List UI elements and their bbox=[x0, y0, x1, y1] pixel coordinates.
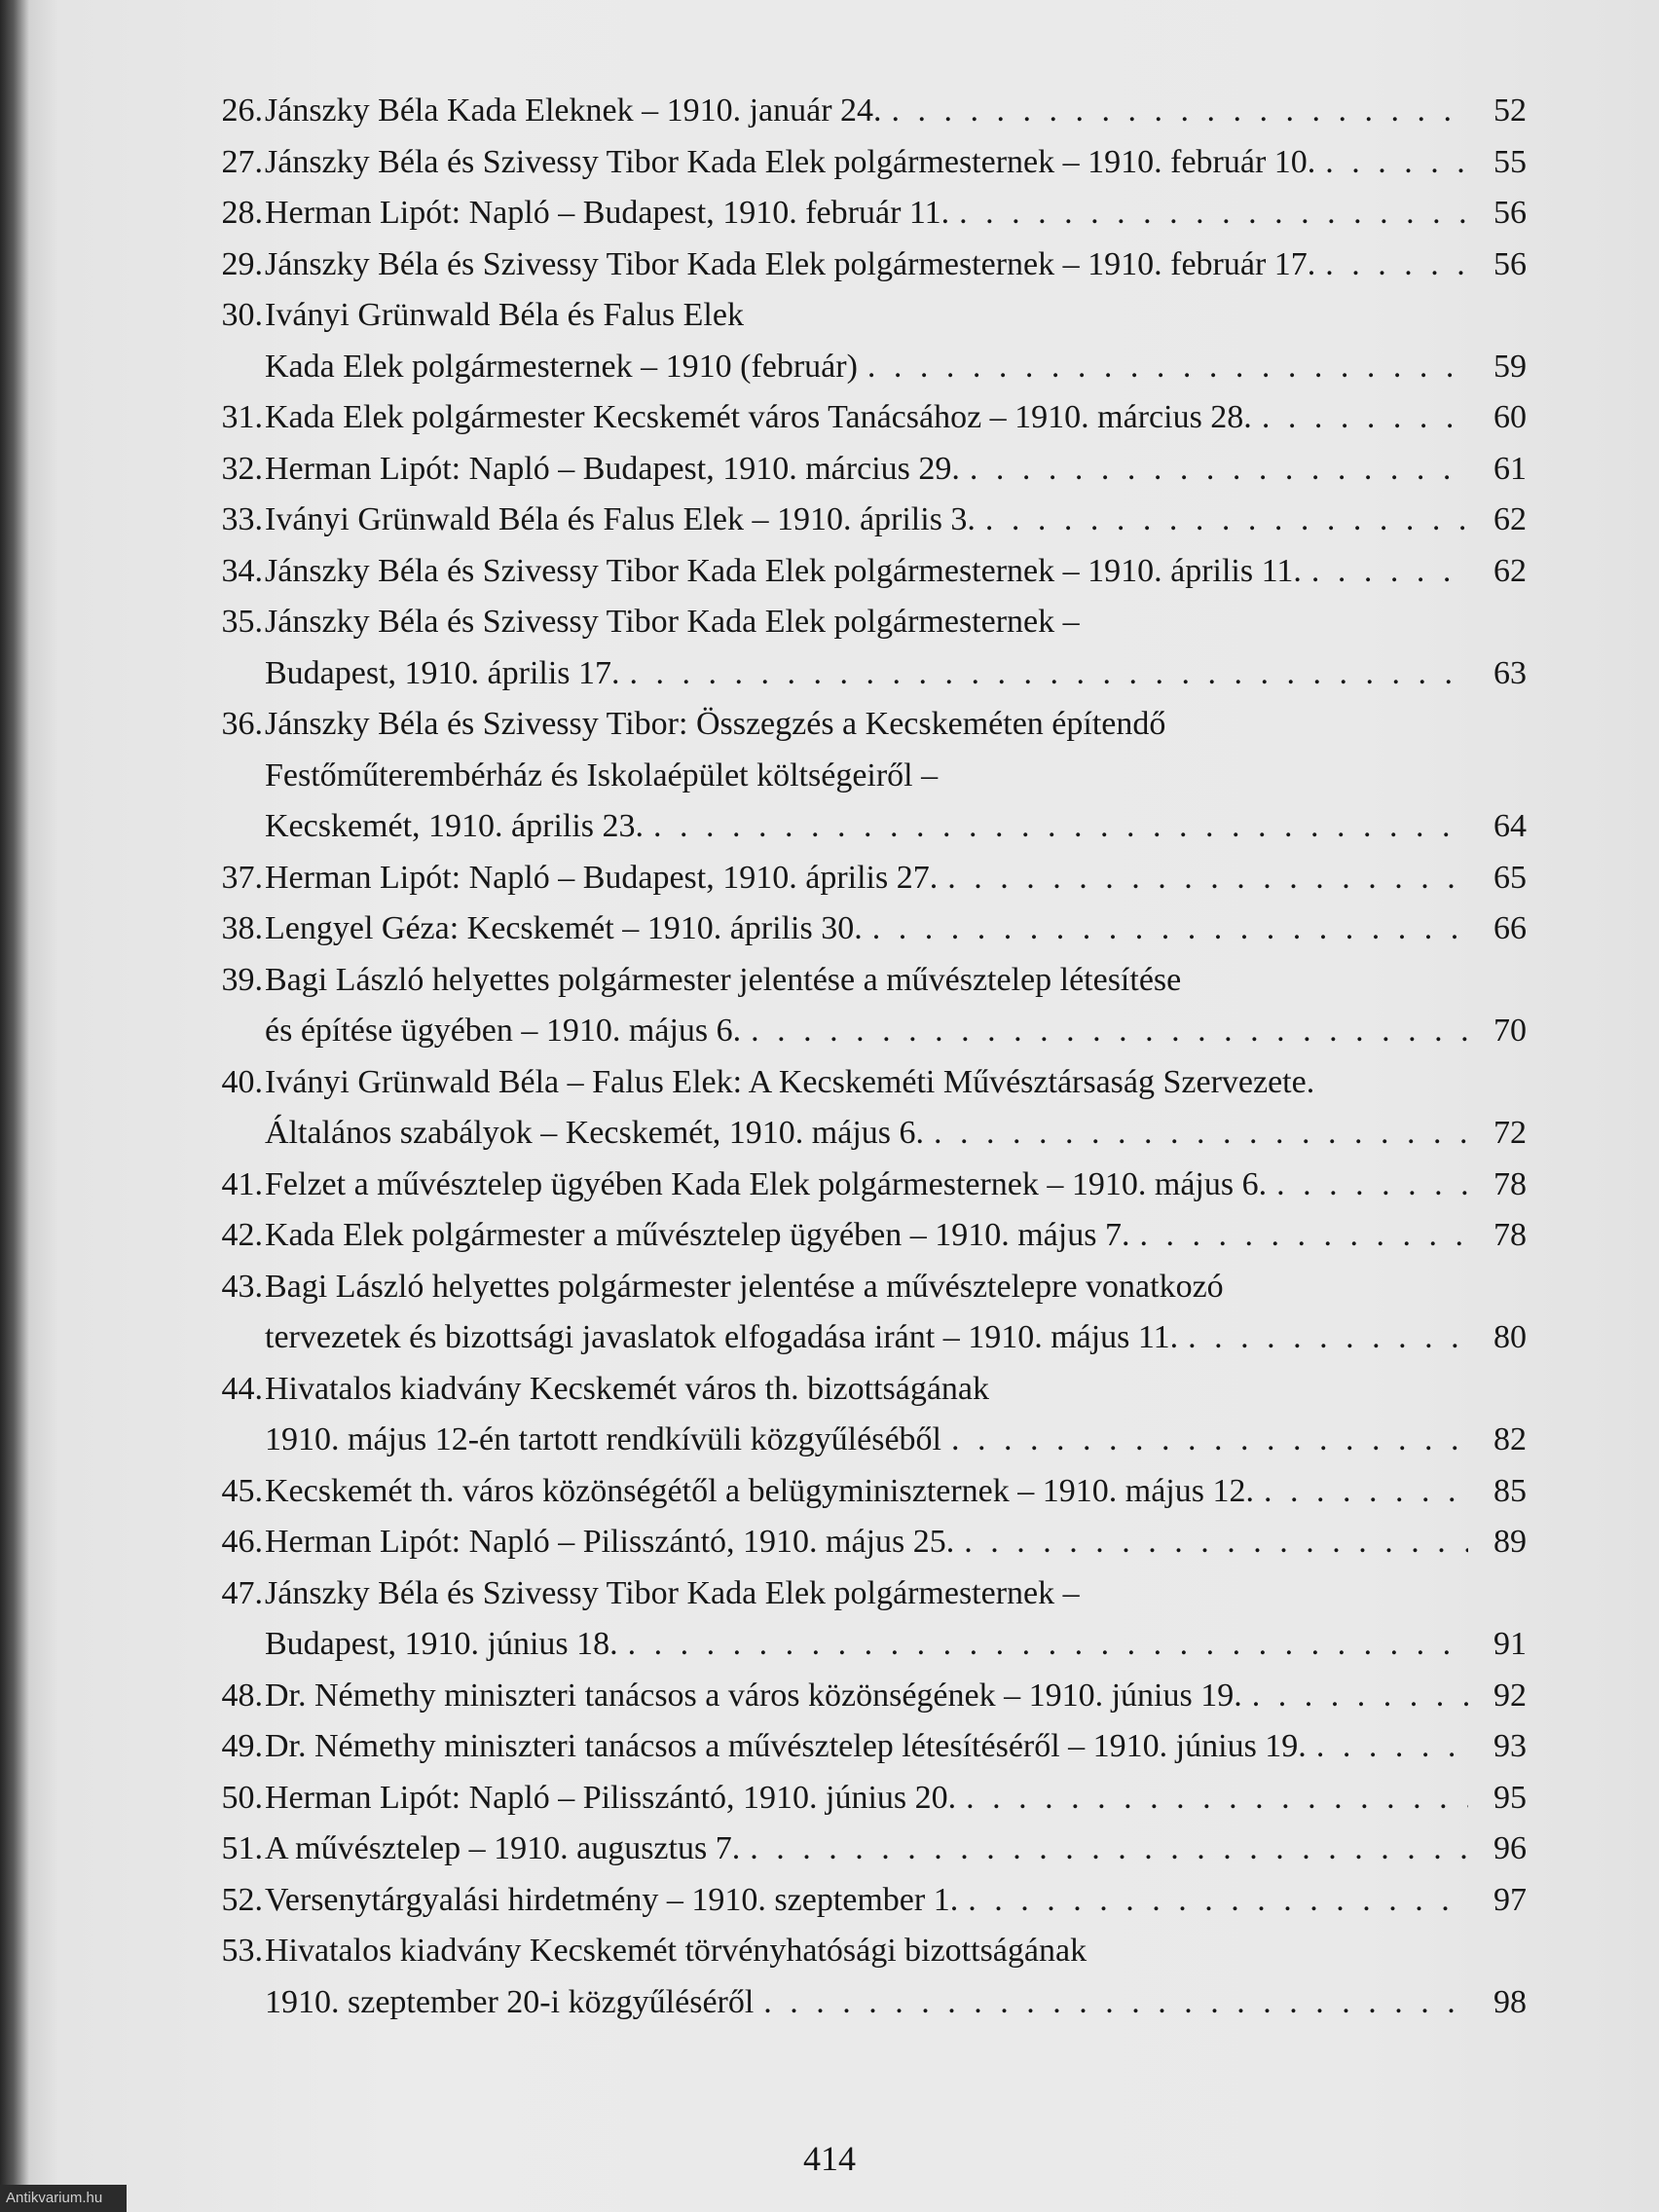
table-of-contents bbox=[206, 86, 1527, 2028]
entry-title: Lengyel Géza: Kecskemét – 1910. április 30. bbox=[265, 910, 863, 946]
entry-title: Jánszky Béla és Szivessy Tibor Kada Elek polgármesternek – bbox=[265, 604, 1080, 640]
entry-title: Jánszky Béla és Szivessy Tibor Kada Elek polgármesternek – bbox=[265, 1574, 1080, 1611]
entry-title: Herman Lipót: Napló – Budapest, 1910. február 11. bbox=[265, 195, 950, 231]
entry-title: Dr. Némethy miniszteri tanácsos a művésztelep létesítéséről – 1910. június 19. bbox=[265, 1728, 1307, 1764]
entry-line bbox=[265, 801, 1527, 853]
toc-entry bbox=[206, 444, 1527, 496]
watermark: Antikvarium.hu bbox=[0, 2185, 127, 2212]
entry-title: Dr. Némethy miniszteri tanácsos a város közönségének – 1910. június 19. bbox=[265, 1677, 1242, 1714]
entry-title: Budapest, 1910. június 18. bbox=[265, 1626, 618, 1662]
entry-title: Jánszky Béla Kada Eleknek – 1910. január 24. bbox=[265, 92, 882, 129]
entry-page-number: 62 bbox=[1493, 552, 1527, 589]
dot-leader bbox=[1252, 1671, 1468, 1722]
entry-page-number: 96 bbox=[1493, 1830, 1527, 1866]
entry-number: 43. bbox=[221, 1268, 263, 1305]
dot-leader bbox=[985, 495, 1468, 546]
toc-entry bbox=[206, 699, 1527, 853]
entry-line bbox=[265, 648, 1527, 700]
toc-entry bbox=[206, 1262, 1527, 1364]
toc-entry bbox=[206, 903, 1527, 955]
entry-page-number: 97 bbox=[1493, 1881, 1527, 1918]
entry-line bbox=[265, 751, 1527, 802]
entry-page-number: 98 bbox=[1493, 1983, 1527, 2020]
entry-number: 33. bbox=[221, 501, 263, 537]
dot-leader bbox=[751, 1006, 1468, 1057]
entry-line bbox=[265, 1568, 1527, 1620]
entry-page-number: 60 bbox=[1493, 399, 1527, 435]
entry-line bbox=[265, 1875, 1527, 1927]
entry-line bbox=[265, 342, 1527, 393]
entry-number: 32. bbox=[221, 450, 263, 487]
entry-title: Versenytárgyalási hirdetmény – 1910. szeptember 1. bbox=[265, 1881, 959, 1918]
dot-leader bbox=[750, 1824, 1468, 1875]
dot-leader bbox=[934, 1108, 1468, 1160]
entry-title: Jánszky Béla és Szivessy Tibor Kada Elek polgármesternek – 1910. április 11. bbox=[265, 552, 1302, 589]
dot-leader bbox=[892, 86, 1468, 137]
entry-title: és építése ügyében – 1910. május 6. bbox=[265, 1013, 742, 1049]
entry-number: 45. bbox=[221, 1472, 263, 1509]
dot-leader bbox=[867, 342, 1468, 393]
entry-number: 48. bbox=[221, 1677, 263, 1714]
entry-line bbox=[265, 137, 1527, 189]
entry-number: 27. bbox=[221, 143, 263, 180]
entry-line bbox=[265, 444, 1527, 496]
toc-entry bbox=[206, 1210, 1527, 1262]
entry-number: 51. bbox=[221, 1830, 263, 1866]
entry-number: 37. bbox=[221, 859, 263, 896]
entry-page-number: 59 bbox=[1493, 348, 1527, 385]
toc-entry bbox=[206, 853, 1527, 904]
toc-entry bbox=[206, 495, 1527, 546]
entry-page-number: 52 bbox=[1493, 92, 1527, 129]
page-number: 414 bbox=[803, 2139, 856, 2178]
entry-line bbox=[265, 290, 1527, 342]
entry-title: Hivatalos kiadvány Kecskemét város th. bizottságának bbox=[265, 1370, 989, 1407]
entry-line bbox=[265, 1108, 1527, 1160]
entry-page-number: 82 bbox=[1493, 1421, 1527, 1457]
entry-title: Jánszky Béla és Szivessy Tibor Kada Elek polgármesternek – 1910. február 17. bbox=[265, 245, 1316, 282]
entry-page-number: 85 bbox=[1493, 1472, 1527, 1509]
entry-number: 52. bbox=[221, 1881, 263, 1918]
dot-leader bbox=[947, 853, 1468, 904]
toc-entry bbox=[206, 1568, 1527, 1671]
entry-title: tervezetek és bizottsági javaslatok elfogadása iránt – 1910. május 11. bbox=[265, 1319, 1179, 1355]
entry-page-number: 91 bbox=[1493, 1626, 1527, 1662]
entry-page-number: 64 bbox=[1493, 808, 1527, 844]
toc-entry bbox=[206, 1466, 1527, 1518]
entry-line bbox=[265, 1773, 1527, 1825]
toc-entry bbox=[206, 1057, 1527, 1160]
dot-leader bbox=[1264, 1466, 1468, 1518]
dot-leader bbox=[1188, 1312, 1468, 1364]
entry-title: Kada Elek polgármester a művésztelep ügyében – 1910. május 7. bbox=[265, 1217, 1130, 1253]
entry-title: Kecskemét, 1910. április 23. bbox=[265, 808, 645, 844]
entry-number: 40. bbox=[221, 1063, 263, 1100]
toc-entry bbox=[206, 137, 1527, 189]
toc-entry bbox=[206, 240, 1527, 291]
entry-page-number: 80 bbox=[1493, 1319, 1527, 1355]
toc-entry bbox=[206, 546, 1527, 598]
entry-page-number: 92 bbox=[1493, 1677, 1527, 1714]
dot-leader bbox=[1325, 240, 1468, 291]
entry-title: 1910. szeptember 20-i közgyűléséről bbox=[265, 1983, 755, 2020]
entry-line bbox=[265, 1210, 1527, 1262]
entry-title: Herman Lipót: Napló – Pilisszántó, 1910. május 25. bbox=[265, 1524, 955, 1560]
entry-line bbox=[265, 1057, 1527, 1109]
entry-number: 28. bbox=[221, 195, 263, 231]
entry-number: 46. bbox=[221, 1524, 263, 1560]
entry-number: 41. bbox=[221, 1165, 263, 1202]
toc-entry bbox=[206, 290, 1527, 392]
entry-number: 34. bbox=[221, 552, 263, 589]
entry-page-number: 63 bbox=[1493, 654, 1527, 691]
entry-line bbox=[265, 1619, 1527, 1671]
dot-leader bbox=[970, 444, 1468, 496]
entry-title: Kecskemét th. város közönségétől a belügyminiszternek – 1910. május 12. bbox=[265, 1472, 1254, 1509]
entry-line bbox=[265, 1721, 1527, 1773]
entry-title: Iványi Grünwald Béla és Falus Elek – 1910. április 3. bbox=[265, 501, 976, 537]
entry-number: 47. bbox=[221, 1574, 263, 1611]
entry-title: Általános szabályok – Kecskemét, 1910. május 6. bbox=[265, 1115, 925, 1151]
entry-page-number: 56 bbox=[1493, 195, 1527, 231]
entry-line bbox=[265, 1160, 1527, 1211]
entry-title: Jánszky Béla és Szivessy Tibor: Összegzés a Kecskeméten építendő bbox=[265, 706, 1166, 742]
toc-entry bbox=[206, 392, 1527, 444]
dot-leader bbox=[872, 903, 1468, 955]
entry-number: 39. bbox=[221, 961, 263, 998]
entry-number: 29. bbox=[221, 245, 263, 282]
dot-leader bbox=[964, 1517, 1468, 1568]
entry-title: Hivatalos kiadvány Kecskemét törvényhatósági bizottságának bbox=[265, 1933, 1088, 1969]
entry-title: Iványi Grünwald Béla és Falus Elek bbox=[265, 297, 744, 333]
entry-line bbox=[265, 1824, 1527, 1875]
entry-line bbox=[265, 1364, 1527, 1416]
entry-line bbox=[265, 1671, 1527, 1722]
entry-line bbox=[265, 495, 1527, 546]
dot-leader bbox=[1262, 392, 1468, 444]
entry-number: 35. bbox=[221, 604, 263, 640]
toc-entry bbox=[206, 955, 1527, 1057]
dot-leader bbox=[1325, 137, 1468, 189]
entry-title: Bagi László helyettes polgármester jelentése a művésztelepre vonatkozó bbox=[265, 1268, 1224, 1305]
dot-leader bbox=[966, 1773, 1468, 1825]
entry-line bbox=[265, 597, 1527, 648]
entry-line bbox=[265, 903, 1527, 955]
entry-page-number: 70 bbox=[1493, 1013, 1527, 1049]
toc-entry bbox=[206, 1926, 1527, 2028]
entry-line bbox=[265, 1006, 1527, 1057]
entry-title: Kada Elek polgármester Kecskemét város Tanácsához – 1910. március 28. bbox=[265, 399, 1252, 435]
entry-line bbox=[265, 1977, 1527, 2029]
entry-number: 42. bbox=[221, 1217, 263, 1253]
entry-line bbox=[265, 955, 1527, 1007]
entry-title: Felzet a művésztelep ügyében Kada Elek polgármesternek – 1910. május 6. bbox=[265, 1165, 1268, 1202]
dot-leader bbox=[763, 1977, 1468, 2029]
entry-title: Herman Lipót: Napló – Budapest, 1910. március 29. bbox=[265, 450, 960, 487]
dot-leader bbox=[628, 1619, 1468, 1671]
entry-page-number: 55 bbox=[1493, 143, 1527, 180]
toc-entry bbox=[206, 1671, 1527, 1722]
entry-line bbox=[265, 1466, 1527, 1518]
entry-page-number: 93 bbox=[1493, 1728, 1527, 1764]
dot-leader bbox=[1139, 1210, 1468, 1262]
dot-leader bbox=[951, 1415, 1468, 1466]
entry-line bbox=[265, 1262, 1527, 1313]
entry-number: 36. bbox=[221, 706, 263, 742]
toc-entry bbox=[206, 188, 1527, 240]
entry-line bbox=[265, 546, 1527, 598]
entry-page-number: 78 bbox=[1493, 1165, 1527, 1202]
entry-line bbox=[265, 1517, 1527, 1568]
entry-number: 44. bbox=[221, 1370, 263, 1407]
dot-leader bbox=[959, 188, 1468, 240]
entry-line bbox=[265, 392, 1527, 444]
entry-line bbox=[265, 240, 1527, 291]
entry-number: 31. bbox=[221, 399, 263, 435]
entry-line bbox=[265, 1415, 1527, 1466]
entry-number: 50. bbox=[221, 1779, 263, 1816]
entry-title: A művésztelep – 1910. augusztus 7. bbox=[265, 1830, 741, 1866]
toc-entry bbox=[206, 1721, 1527, 1773]
entry-line bbox=[265, 1926, 1527, 1977]
entry-title: Jánszky Béla és Szivessy Tibor Kada Elek polgármesternek – 1910. február 10. bbox=[265, 143, 1316, 180]
entry-line bbox=[265, 853, 1527, 904]
entry-title: Budapest, 1910. április 17. bbox=[265, 654, 620, 691]
entry-page-number: 95 bbox=[1493, 1779, 1527, 1816]
entry-title: Bagi László helyettes polgármester jelentése a művésztelep létesítése bbox=[265, 961, 1182, 998]
entry-page-number: 61 bbox=[1493, 450, 1527, 487]
entry-number: 30. bbox=[221, 297, 263, 333]
entry-page-number: 56 bbox=[1493, 245, 1527, 282]
entry-title: Festőműterembérház és Iskolaépület költségeiről – bbox=[265, 756, 939, 793]
toc-entry bbox=[206, 1364, 1527, 1466]
entry-title: Iványi Grünwald Béla – Falus Elek: A Kecskeméti Művésztársaság Szervezete. bbox=[265, 1063, 1315, 1100]
entry-page-number: 78 bbox=[1493, 1217, 1527, 1253]
entry-number: 26. bbox=[221, 92, 263, 129]
entry-line bbox=[265, 699, 1527, 751]
entry-line bbox=[265, 1312, 1527, 1364]
dot-leader bbox=[1311, 546, 1468, 598]
entry-title: 1910. május 12-én tartott rendkívüli közgyűléséből bbox=[265, 1421, 941, 1457]
entry-number: 38. bbox=[221, 910, 263, 946]
dot-leader bbox=[653, 801, 1468, 853]
entry-page-number: 89 bbox=[1493, 1524, 1527, 1560]
entry-page-number: 62 bbox=[1493, 501, 1527, 537]
toc-entry bbox=[206, 86, 1527, 137]
dot-leader bbox=[1276, 1160, 1468, 1211]
toc-entry bbox=[206, 1773, 1527, 1825]
entry-page-number: 66 bbox=[1493, 910, 1527, 946]
dot-leader bbox=[1316, 1721, 1468, 1773]
dot-leader bbox=[968, 1875, 1468, 1927]
toc-entry bbox=[206, 1875, 1527, 1927]
dot-leader bbox=[630, 648, 1468, 700]
entry-title: Kada Elek polgármesternek – 1910 (február) bbox=[265, 348, 858, 385]
toc-entry bbox=[206, 1517, 1527, 1568]
entry-number: 49. bbox=[221, 1728, 263, 1764]
entry-line bbox=[265, 188, 1527, 240]
entry-title: Herman Lipót: Napló – Budapest, 1910. április 27. bbox=[265, 859, 939, 896]
entry-number: 53. bbox=[221, 1933, 263, 1969]
entry-title: Herman Lipót: Napló – Pilisszántó, 1910. június 20. bbox=[265, 1779, 957, 1816]
toc-entry bbox=[206, 1160, 1527, 1211]
toc-entry bbox=[206, 1824, 1527, 1875]
entry-page-number: 65 bbox=[1493, 859, 1527, 896]
toc-entry bbox=[206, 597, 1527, 699]
entry-page-number: 72 bbox=[1493, 1115, 1527, 1151]
entry-line bbox=[265, 86, 1527, 137]
